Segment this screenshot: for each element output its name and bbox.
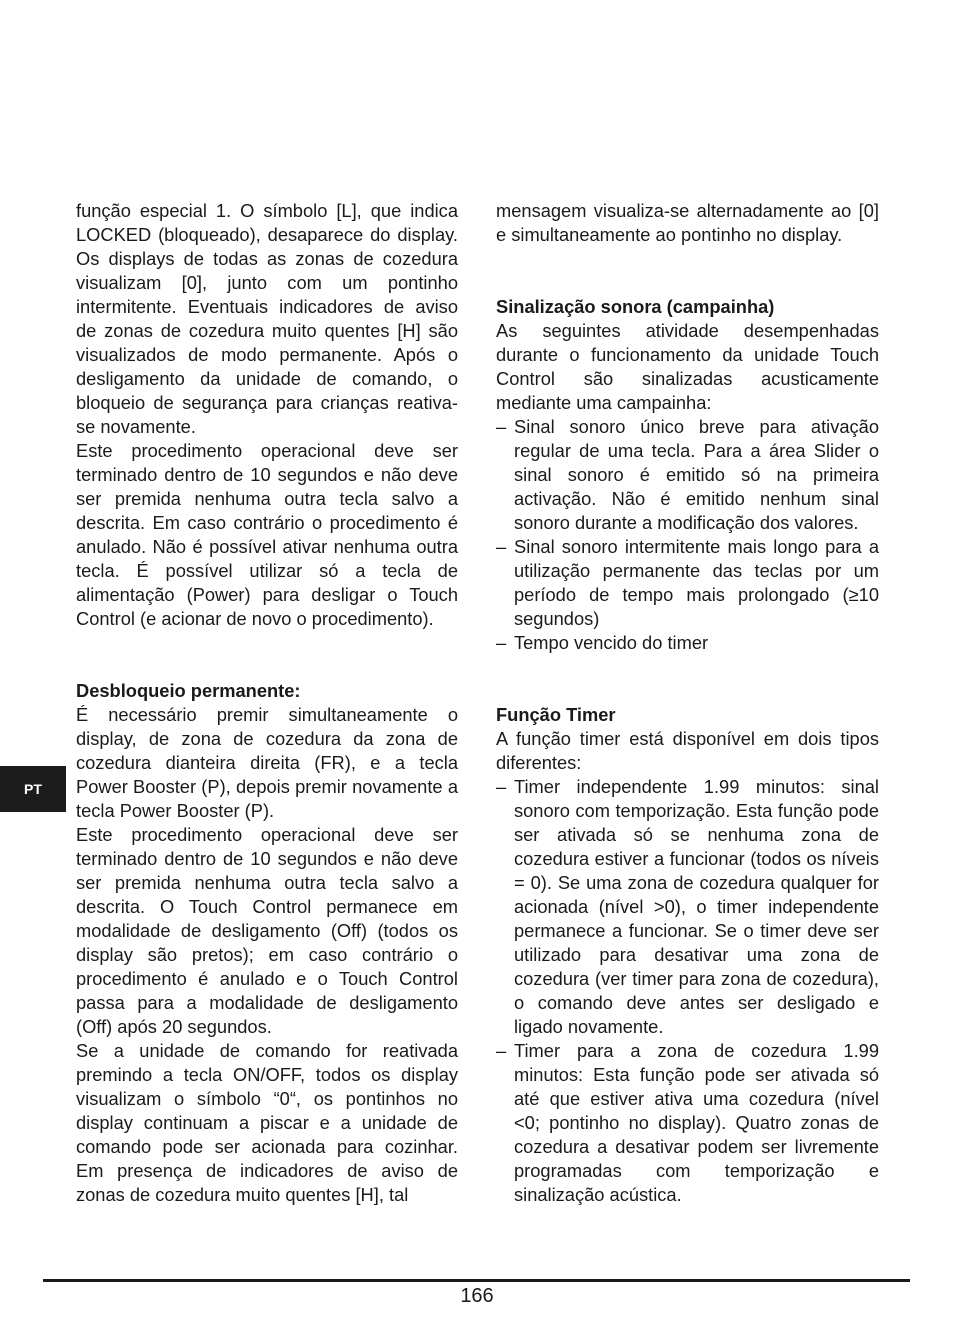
right-column [496, 199, 879, 1207]
footer-divider [43, 1279, 910, 1282]
section-heading-desbloqueio: Desbloqueio permanente: [76, 680, 301, 701]
dash-list-timer [496, 775, 879, 1207]
list-item: – Sinal sonoro intermitente mais longo para a utilização permanente das teclas por um período de tempo mais prolongado (≥10 segundos) [496, 535, 879, 631]
section-heading-timer: Função Timer [496, 704, 616, 725]
dash-list-sinalizacao [496, 415, 879, 655]
paragraph: Se a unidade de comando for reativada premindo a tecla ON/OFF, todos os display visualizam o símbolo “0“, os pontinhos no display continuam a piscar e a unidade de comando pode ser acionada para cozinhar. Em presença de indicadores de aviso de zonas de cozedura muito quentes [H], tal [76, 1040, 458, 1205]
language-tab: PT [0, 766, 66, 812]
list-item: – Tempo vencido do timer [496, 631, 879, 655]
left-column [76, 199, 458, 1207]
list-item: – Timer independente 1.99 minutos: sinal sonoro com temporização. Esta função pode ser ativada só se nenhuma zona de cozedura estiver a funcionar (todos os níveis = 0). Se uma zona de cozedura qualquer for acionada (nível >0), o timer independente permanece a funcionar. Se o timer deve ser utilizado para desativar uma zona de cozedura (ver timer para zona de cozedura), o comando deve antes ser desligado e ligado novamente. [496, 775, 879, 1039]
paragraph: A função timer está disponível em dois tipos diferentes: [496, 728, 879, 773]
paragraph: É necessário premir simultaneamente o display, de zona de cozedura da zona de cozedura dianteira direita (FR), e a tecla Power Booster (P), depois premir novamente a tecla Power Booster (P). [76, 704, 458, 821]
paragraph: mensagem visualiza-se alternadamente ao [0] e simultaneamente ao pontinho no display. [496, 200, 879, 245]
paragraph: Este procedimento operacional deve ser terminado dentro de 10 segundos e não deve ser premida nenhuma outra tecla salvo a descrita. O Touch Control permanece em modalidade de desligamento (Off) (todos os display são pretos); em caso contrário o procedimento é anulado e o Touch Control passa para a modalidade de desligamento (Off) após 20 segundos. [76, 824, 458, 1037]
list-item: – Sinal sonoro único breve para ativação regular de uma tecla. Para a área Slider o sinal sonoro é emitido só na primeira activação. Não é emitido nenhum sinal sonoro durante a modificação dos valores. [496, 415, 879, 535]
list-item: – Timer para a zona de cozedura 1.99 minutos: Esta função pode ser ativada só até que estiver ativa uma cozedura (nível <0; pontinho no display). Quatro zonas de cozedura a desativar podem ser livremente programadas com temporização e sinalização acústica. [496, 1039, 879, 1207]
paragraph: função especial 1. O símbolo [L], que indica LOCKED (bloqueado), desaparece do display. Os displays de todas as zonas de cozedura visualizam [0], junto com um pontinho intermitente. Eventuais indicadores de aviso de zonas de cozedura muito quentes [H] são visualizados de modo permanente. Após o desligamento da unidade de comando, o bloqueio de segurança para crianças reativa-se novamente. [76, 200, 458, 437]
paragraph: Este procedimento operacional deve ser terminado dentro de 10 segundos e não deve ser premida nenhuma outra tecla salvo a descrita. Em caso contrário o procedimento é anulado. Não é possível ativar nenhuma outra tecla. É possível utilizar só a tecla de alimentação (Power) para desligar o Touch Control (e acionar de novo o procedimento). [76, 440, 458, 629]
page-number: 166 [460, 1285, 494, 1307]
paragraph: As seguintes atividade desempenhadas durante o funcionamento da unidade Touch Control são sinalizadas acusticamente mediante uma campainha: [496, 320, 879, 413]
section-heading-sinalizacao: Sinalização sonora (campainha) [496, 296, 775, 317]
